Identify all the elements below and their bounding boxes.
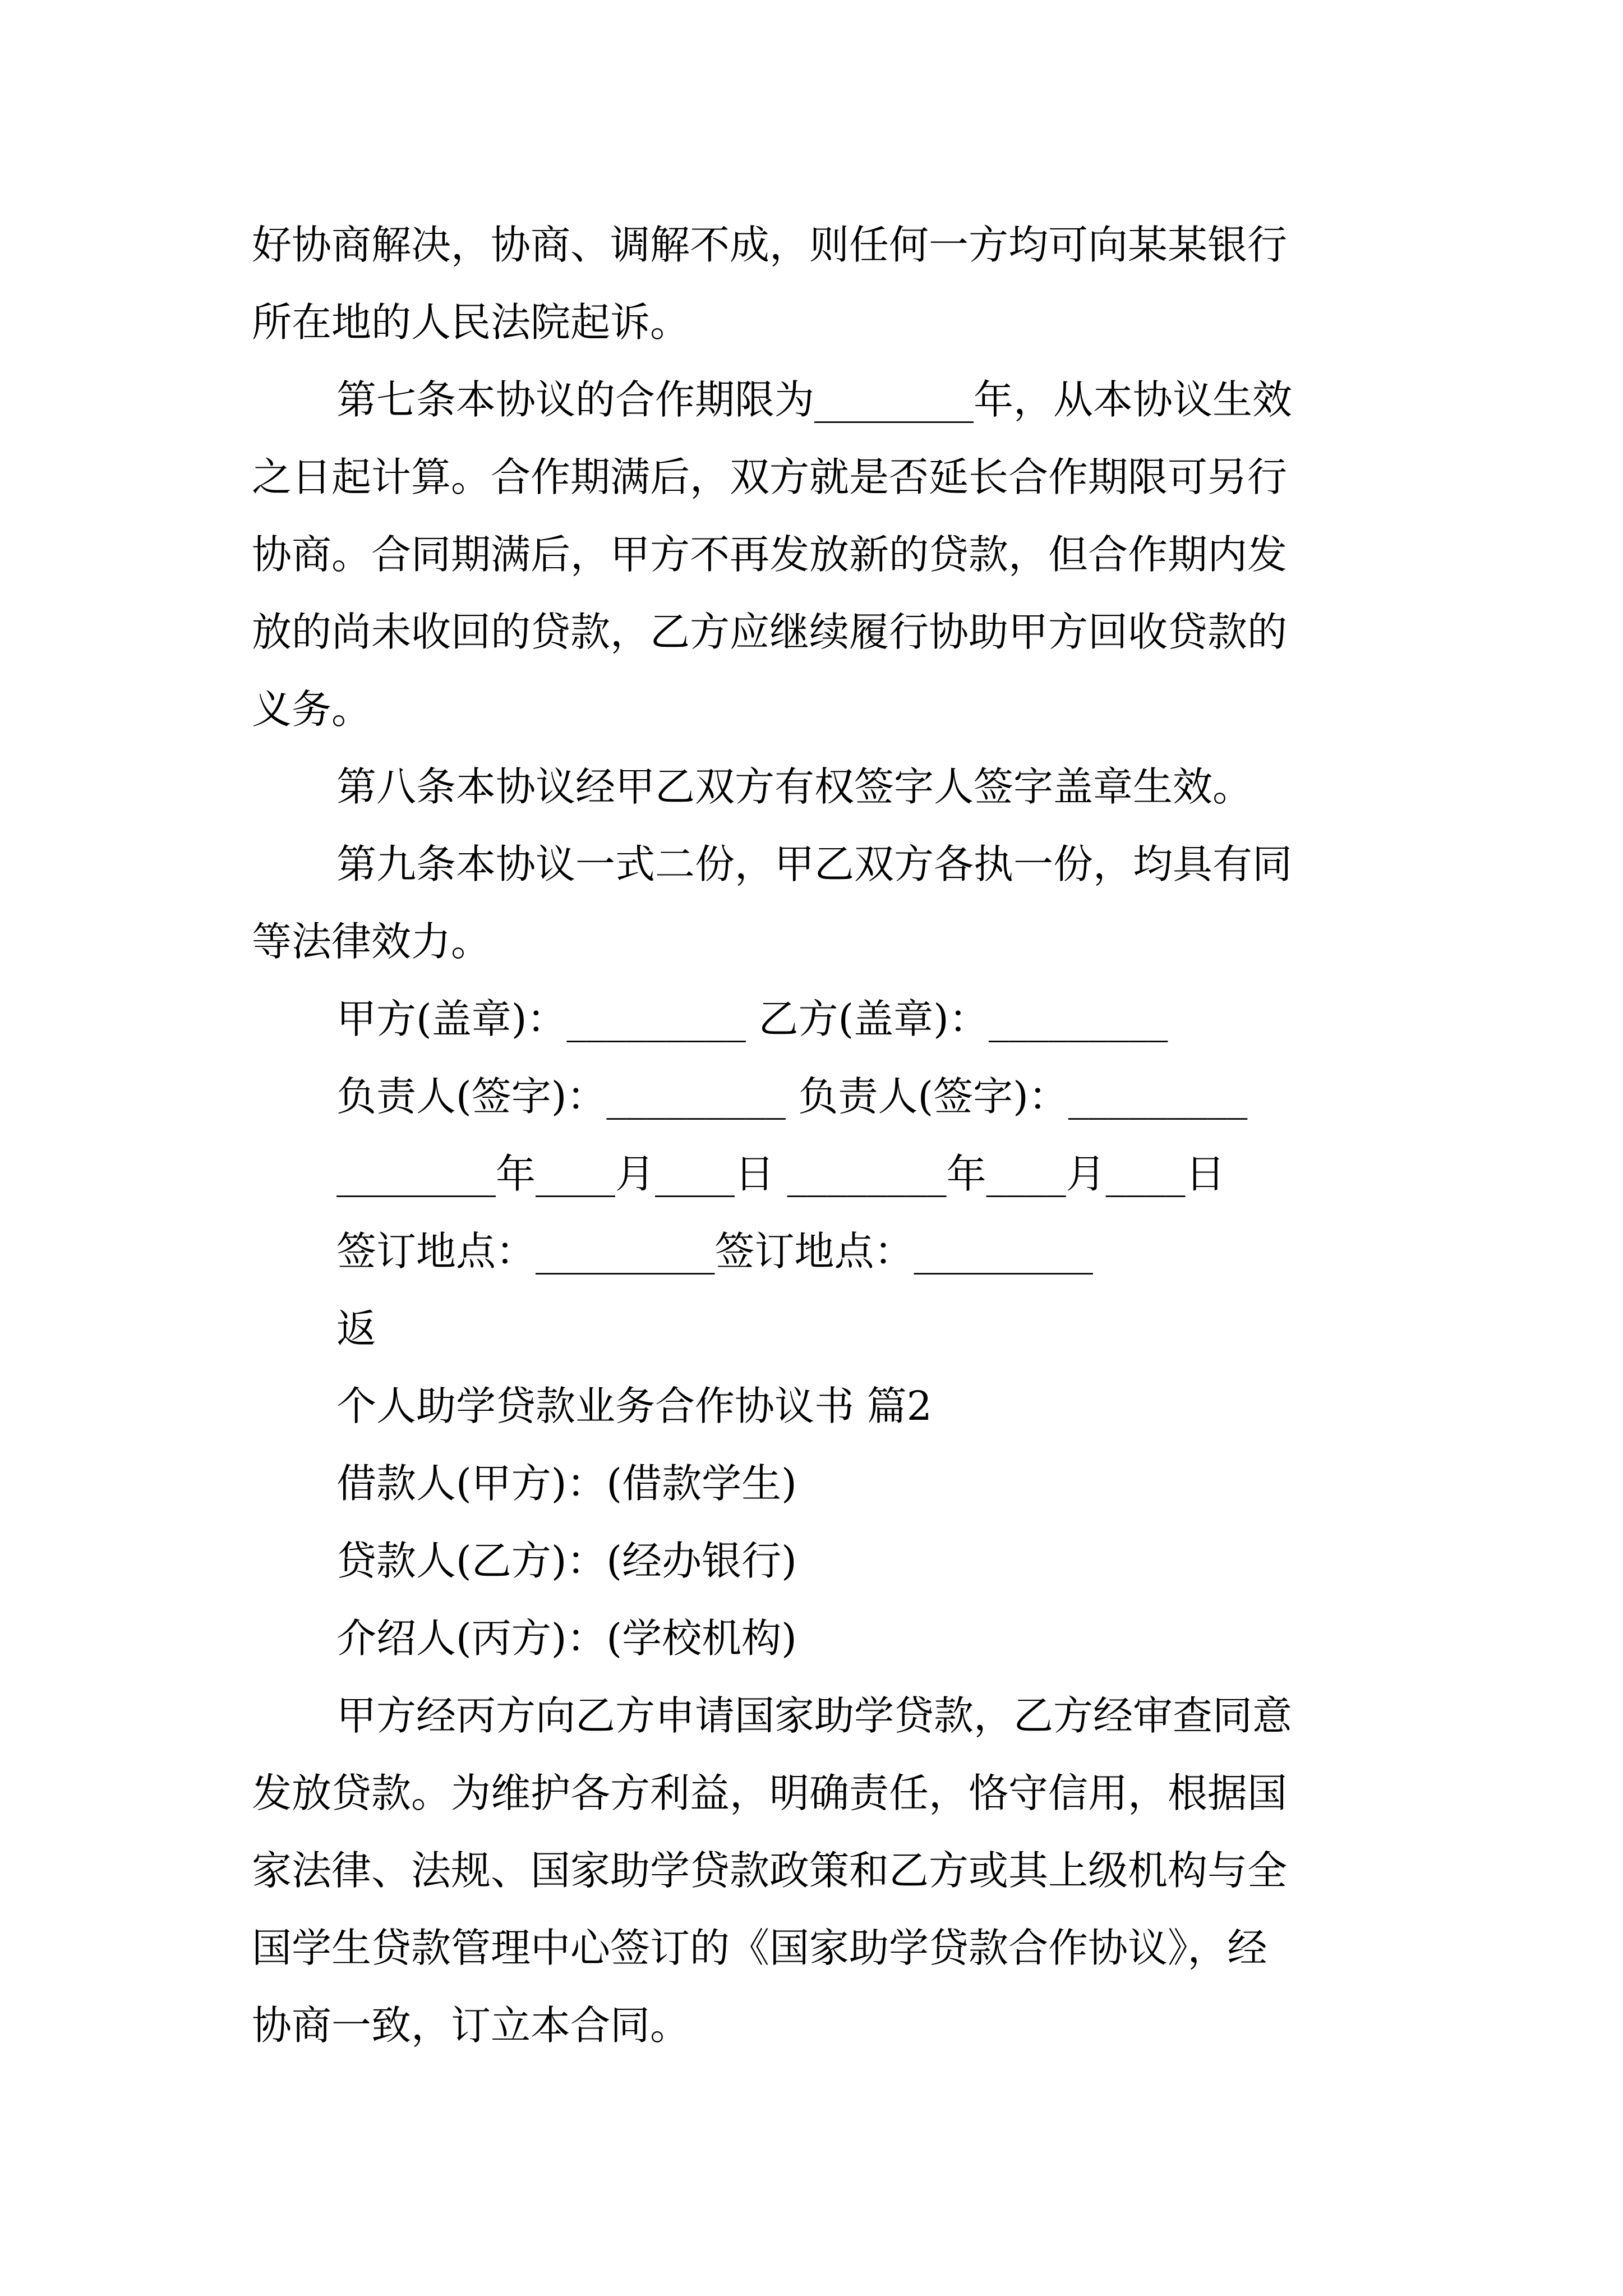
signature-line: 负责人(签字)：_________ 负责人(签字)：_________ <box>336 1073 1248 1120</box>
paragraph-line: 放的尚未收回的贷款，乙方应继续履行协助甲方回收贷款的 <box>252 609 1288 655</box>
paragraph-line: 家法律、法规、国家助学贷款政策和乙方或其上级机构与全 <box>252 1847 1288 1894</box>
paragraph-line: 协商。合同期满后，甲方不再发放新的贷款，但合作期内发 <box>252 531 1288 578</box>
return-text: 返 <box>336 1305 377 1352</box>
article-7-line: 第七条本协议的合作期限为________年，从本协议生效 <box>336 376 1293 423</box>
paragraph-line: 好协商解决，协商、调解不成，则任何一方均可向某某银行 <box>252 222 1288 268</box>
paragraph-line: 国学生贷款管理中心签订的《国家助学贷款合作协议》，经 <box>252 1925 1267 1971</box>
paragraph-line: 义务。 <box>252 686 372 733</box>
party-b-line: 贷款人(乙方)：(经办银行) <box>336 1538 797 1584</box>
paragraph-line: 协商一致，订立本合同。 <box>252 2002 690 2049</box>
party-c-line: 介绍人(丙方)：(学校机构) <box>336 1615 797 1662</box>
paragraph-line: 所在地的人民法院起诉。 <box>252 299 690 346</box>
paragraph-line: 之日起计算。合作期满后，双方就是否延长合作期限可另行 <box>252 454 1288 500</box>
signing-place-line: 签订地点：_________签订地点：_________ <box>336 1228 1094 1274</box>
intro-paragraph-line: 甲方经丙方向乙方申请国家助学贷款，乙方经审查同意 <box>336 1692 1293 1739</box>
section-title: 个人助学贷款业务合作协议书 篇2 <box>336 1383 932 1429</box>
article-9-line: 第九条本协议一式二份，甲乙双方各执一份，均具有同 <box>336 841 1293 887</box>
article-8-line: 第八条本协议经甲乙双方有权签字人签字盖章生效。 <box>336 763 1253 810</box>
paragraph-line: 等法律效力。 <box>252 918 491 965</box>
date-line: ________年____月____日 ________年____月____日 <box>336 1151 1225 1197</box>
seal-line: 甲方(盖章)：_________ 乙方(盖章)：_________ <box>336 996 1168 1042</box>
paragraph-line: 发放贷款。为维护各方利益，明确责任，恪守信用，根据国 <box>252 1770 1288 1816</box>
party-a-line: 借款人(甲方)：(借款学生) <box>336 1460 797 1507</box>
